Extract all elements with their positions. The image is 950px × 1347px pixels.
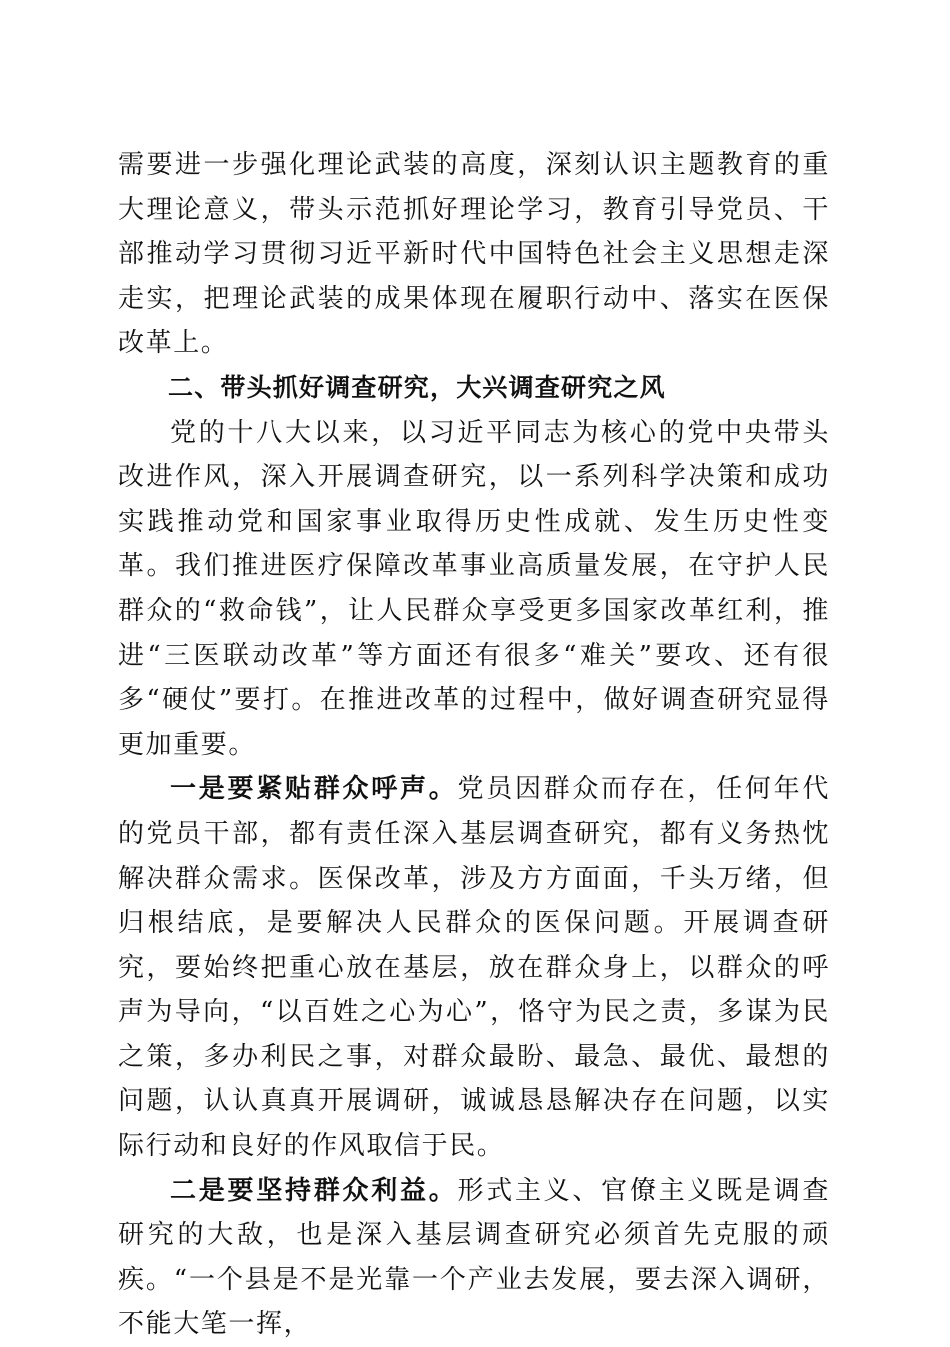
paragraph-continuation: 需要进一步强化理论武装的高度，深刻认识主题教育的重大理论意义，带头示范抓好理论学习，教育引导党员、干部推动学习贯彻习近平新时代中国特色社会主义思想走深走实，把理论武装的成果体现在履职行动中、落实在医保改革上。 <box>118 150 830 359</box>
paragraph-point-two-lead: 二是要坚持群众利益。 <box>170 1175 458 1206</box>
document-body <box>118 143 830 1347</box>
paragraph-point-one-lead: 一是要紧贴群众呼声。 <box>170 774 458 805</box>
section-heading: 二、带头抓好调查研究，大兴调查研究之风 <box>168 372 666 402</box>
paragraph-point-two <box>118 1169 830 1347</box>
paragraph-point-one <box>118 767 830 1168</box>
paragraph-point-two-text: 形式主义、官僚主义既是调查研究的大敌，也是深入基层调查研究必须首先克服的顽疾。“一个县是不是光靠一个产业去发展，要去深入调研，不能大笔一挥， <box>118 1175 830 1340</box>
paragraph-since-18th-congress: 党的十八大以来，以习近平同志为核心的党中央带头改进作风，深入开展调查研究，以一系列科学决策和成功实践推动党和国家事业取得历史性成就、发生历史性变革。我们推进医疗保障改革事业高质量发展，在守护人民群众的“救命钱”，让人民群众享受更多国家改革红利，推进“三医联动改革”等方面还有很多“难关”要攻、还有很多“硬仗”要打。在推进改革的过程中，做好调查研究显得更加重要。 <box>118 417 830 760</box>
paragraph-point-one-text: 党员因群众而存在，任何年代的党员干部，都有责任深入基层调查研究，都有义务热忱解决群众需求。医保改革，涉及方方面面，千头万绪，但归根结底，是要解决人民群众的医保问题。开展调查研究，要始终把重心放在基层，放在群众身上，以群众的呼声为导向，“以百姓之心为心”，恪守为民之责，多谋为民之策，多办利民之事，对群众最盼、最急、最优、最想的问题，认认真真开展调研，诚诚恳恳解决存在问题，以实际行动和良好的作风取信于民。 <box>118 774 830 1162</box>
